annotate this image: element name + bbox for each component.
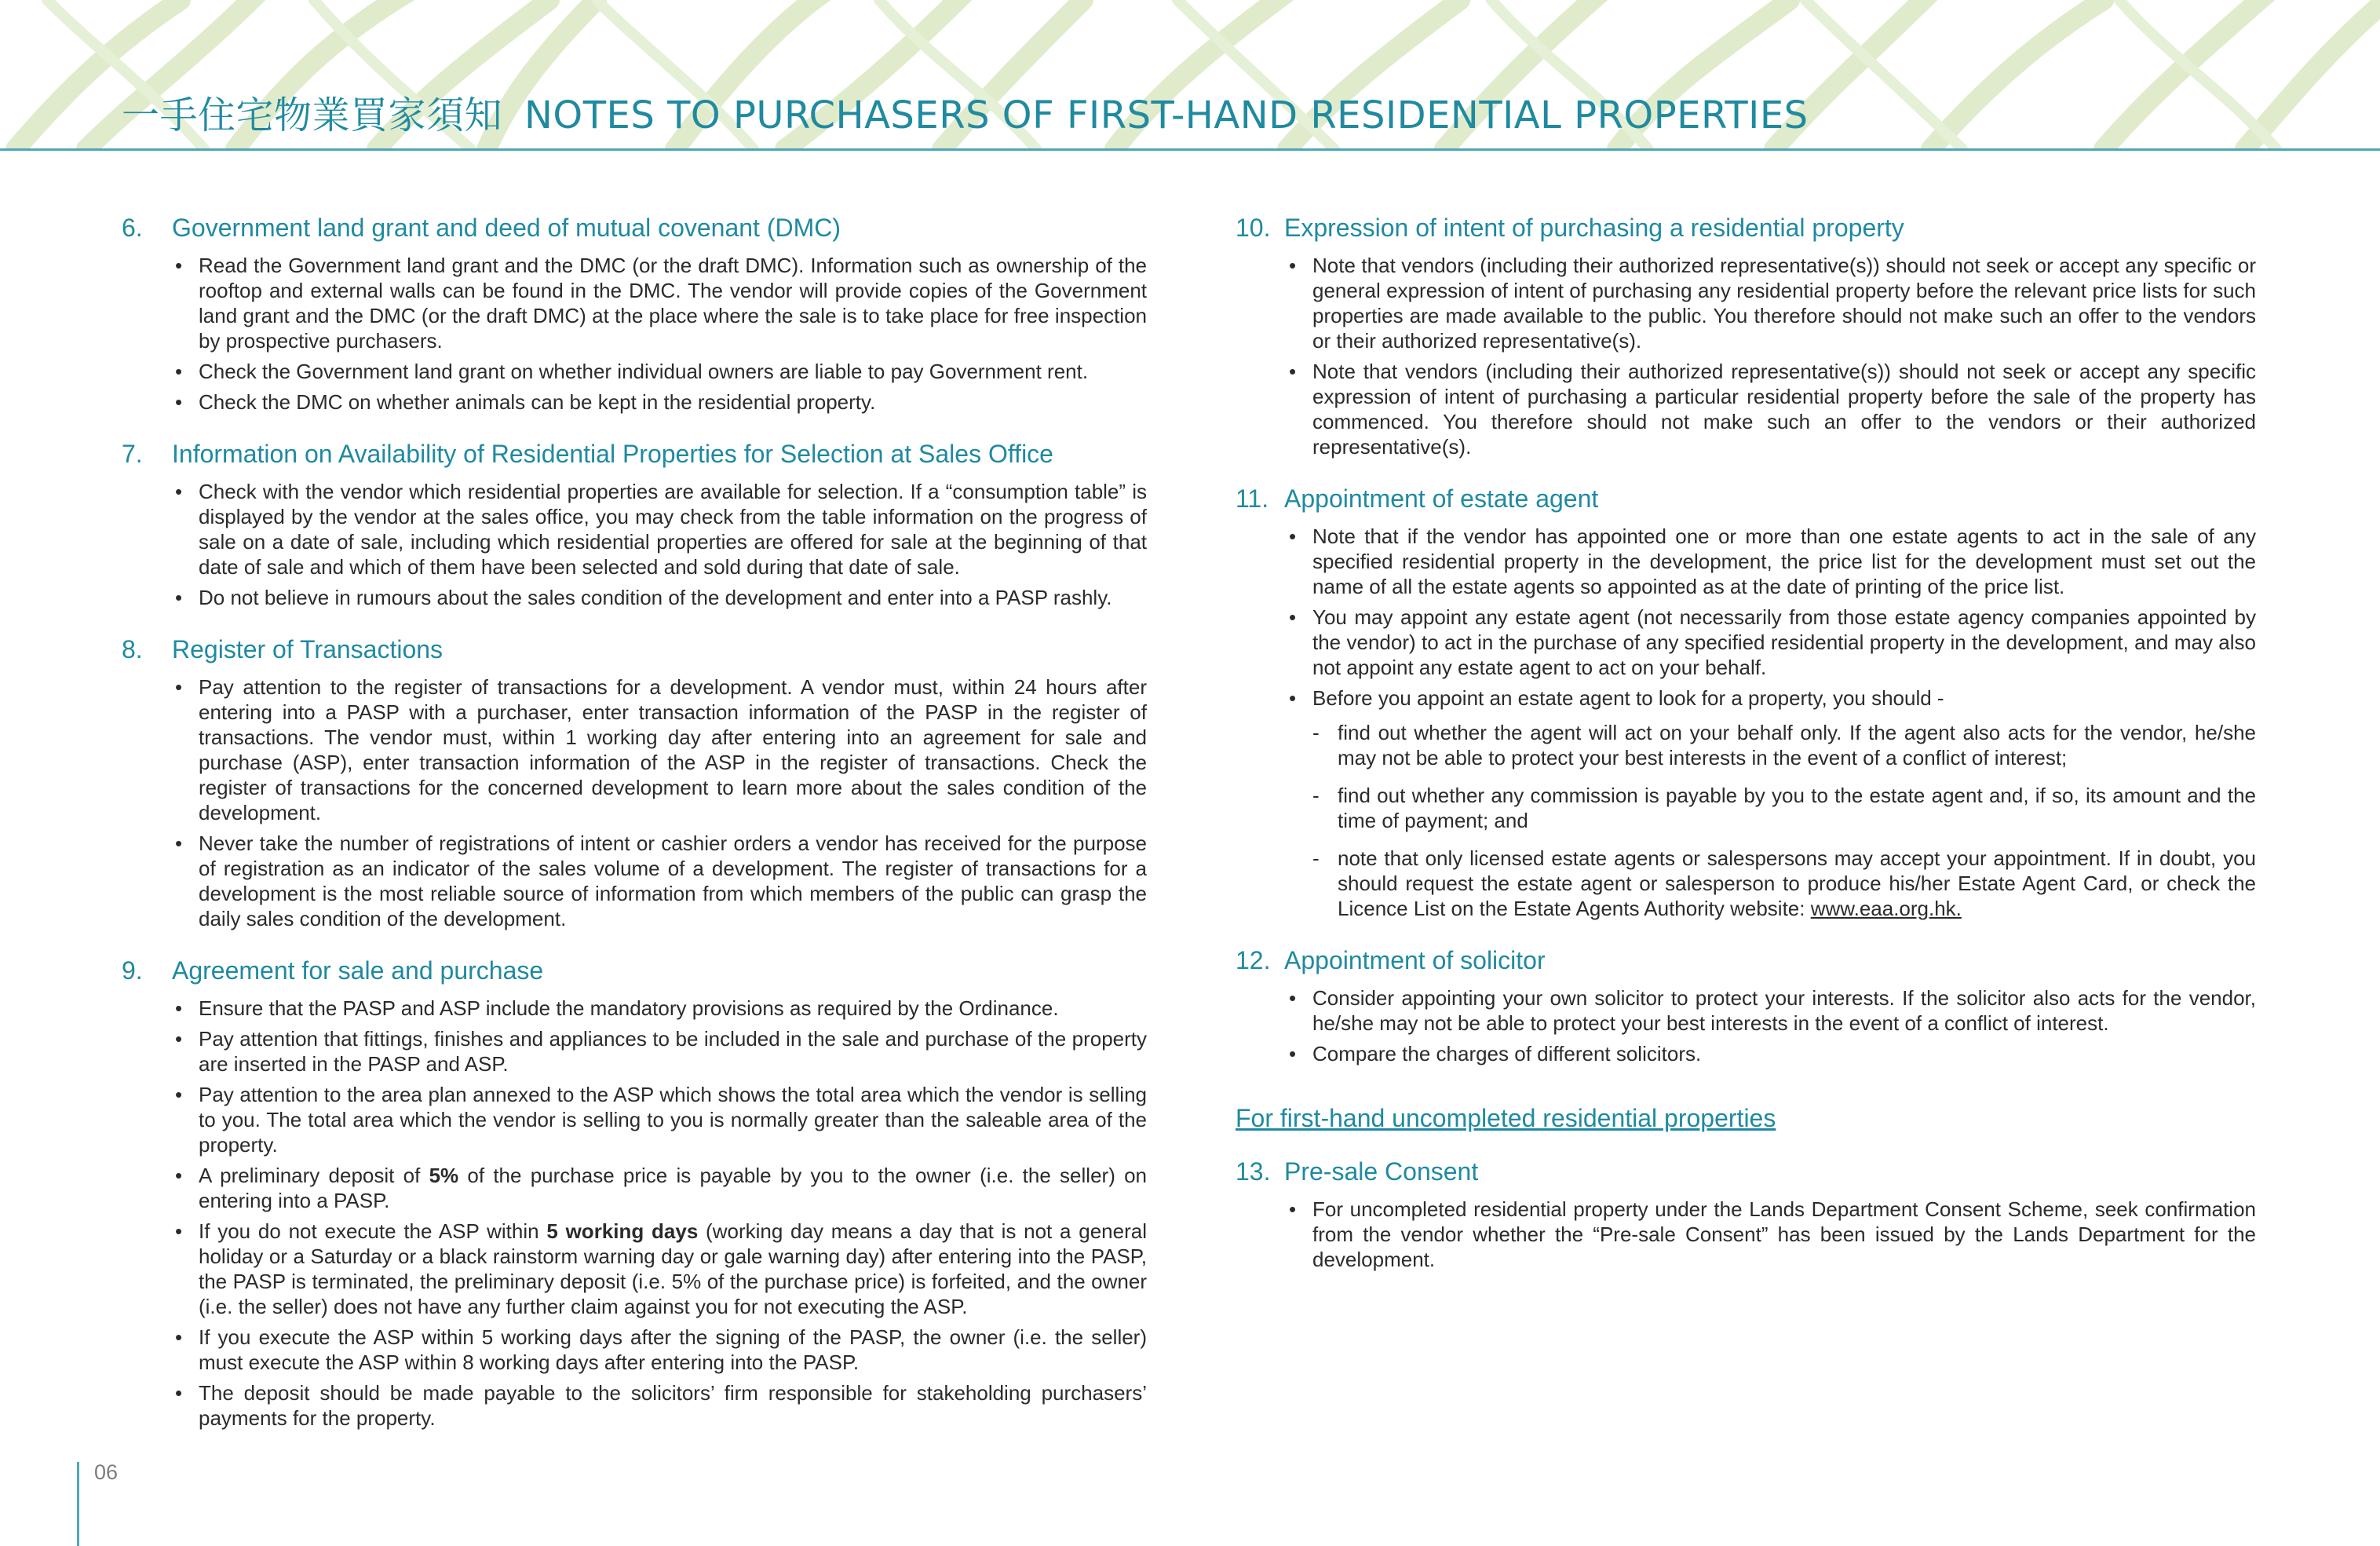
- eaa-website-link[interactable]: www.eaa.org.hk.: [1810, 897, 1962, 920]
- bullet-item: • Check the DMC on whether animals can be kept in the residential property.: [175, 389, 1147, 415]
- dash-item: [1312, 720, 2256, 770]
- page-title: [122, 85, 1809, 139]
- bullet-item: [1289, 685, 2256, 921]
- section-heading: [122, 953, 1147, 988]
- bullet-list: [122, 479, 1147, 610]
- section-number: 6.: [122, 214, 143, 242]
- section-title: Register of Transactions: [172, 635, 444, 663]
- footer-rule: [77, 1462, 79, 1546]
- text-run: of the purchase price is payable by you to the owner (i.e. the seller) on entering into a PASP.: [199, 1164, 1148, 1212]
- right-column: [1236, 210, 2256, 1294]
- text-run: note that only licensed estate agents or salespersons may accept your appointment. If in doubt, you should request the estate agent or salesperson to produce his/her Estate Agent Card, or check the Licence List on the Estate Agents Authority website:: [1338, 846, 2256, 920]
- section-number: 7.: [122, 440, 143, 468]
- dash-marker: -: [1312, 784, 1320, 807]
- section-number: 9.: [122, 956, 143, 985]
- bullet-item: • Do not believe in rumours about the sales condition of the development and enter into a PASP rashly.: [175, 585, 1147, 610]
- section-12: [1236, 943, 2256, 1066]
- section-number: 13.: [1236, 1157, 1271, 1186]
- section-number: 12.: [1236, 946, 1271, 974]
- subsection-heading: For first-hand uncompleted residential properties: [1236, 1104, 1776, 1132]
- bullet-list: [122, 674, 1147, 931]
- text-run: If you do not execute the ASP within: [199, 1219, 547, 1243]
- section-title: Agreement for sale and purchase: [172, 956, 544, 985]
- dash-marker: -: [1312, 846, 1320, 870]
- bold-text: 5 working days: [546, 1219, 699, 1243]
- section-10: [1236, 210, 2256, 459]
- section-8: [122, 632, 1147, 931]
- section-heading: [1236, 943, 2256, 978]
- section-heading: [122, 437, 1147, 471]
- bullet-item: • Note that vendors (including their authorized representative(s)) should not seek or accept any specific or general expression of intent of purchasing any residential property before the relevant price lists for such properties are made available to the public. You therefore should not make such an offer to the vendors or their authorized representative(s).: [1289, 253, 2256, 353]
- bullet-item: • Note that if the vendor has appointed one or more than one estate agents to act in the sale of any specified residential property in the development, the price list for the development must set out the name of all the estate agents so appointed as at the date of printing of the price list.: [1289, 524, 2256, 599]
- section-title: Appointment of solicitor: [1284, 946, 1546, 974]
- bullet-item: [175, 1219, 1147, 1319]
- title-english: NOTES TO PURCHASERS OF FIRST-HAND RESIDENTIAL PROPERTIES: [524, 93, 1809, 137]
- section-title: Government land grant and deed of mutual covenant (DMC): [172, 214, 841, 242]
- bullet-item: • Never take the number of registrations of intent or cashier orders a vendor has received for the purpose of registration as an indicator of the sales volume of a development. The register of transactions for a development is the most reliable source of information from which members of the public can grasp the daily sales condition of the development.: [175, 831, 1147, 931]
- bullet-item: [175, 1163, 1147, 1213]
- bullet-list: [1236, 1197, 2256, 1272]
- bullet-item: • For uncompleted residential property under the Lands Department Consent Scheme, seek confirmation from the vendor whether the “Pre-sale Consent” has been issued by the Lands Department for the development.: [1289, 1197, 2256, 1272]
- bullet-list: [1236, 524, 2256, 921]
- section-title: Information on Availability of Residential Properties for Selection at Sales Office: [172, 440, 1053, 468]
- page-number: 06: [94, 1460, 119, 1484]
- bullet-item: • If you execute the ASP within 5 working days after the signing of the PASP, the owner (i.e. the seller) must execute the ASP within 8 working days after entering into the PASP.: [175, 1325, 1147, 1375]
- section-number: 8.: [122, 635, 143, 663]
- bullet-list: [122, 996, 1147, 1431]
- bullet-item: • The deposit should be made payable to the solicitors’ firm responsible for stakeholding purchasers’ payments for the property.: [175, 1380, 1147, 1431]
- section-9: [122, 953, 1147, 1431]
- text-run: (working day means a day that is not a general holiday or a Saturday or a black rainstorm warning day or gale warning day) after entering into the PASP, the PASP is terminated, the preliminary deposit (i.e. 5% of the purchase price) is forfeited, and the owner (i.e. the seller) does not have any further claim against you for not executing the ASP.: [199, 1219, 1147, 1318]
- dash-item: [1312, 846, 2256, 921]
- text-run: find out whether the agent will act on your behalf only. If the agent also acts for the vendor, he/she may not be able to protect your best interests in the event of a conflict of interest;: [1338, 721, 2256, 769]
- section-number: 11.: [1236, 484, 1269, 513]
- bullet-item: • Check the Government land grant on whether individual owners are liable to pay Government rent.: [175, 359, 1147, 384]
- bullet-item: • Pay attention that fittings, finishes and appliances to be included in the sale and purchase of the property are inserted in the PASP and ASP.: [175, 1026, 1147, 1076]
- text-run: Before you appoint an estate agent to look for a property, you should -: [1312, 686, 1944, 710]
- bullet-item: • Consider appointing your own solicitor to protect your interests. If the solicitor also acts for the vendor, he/she may not be able to protect your best interests in the event of a conflict of interest.: [1289, 985, 2256, 1036]
- bullet-list: [1236, 985, 2256, 1066]
- section-heading: [1236, 481, 2256, 516]
- bullet-item: • Pay attention to the register of transactions for a development. A vendor must, within 24 hours after entering into a PASP with a purchaser, enter transaction information of the PASP in the register of transactions. The vendor must, within 1 working day after entering into an agreement for sale and purchase (ASP), enter transaction information of the ASP in the register of transactions. Check the register of transactions for the concerned development to learn more about the sales condition of the development.: [175, 674, 1147, 825]
- section-title: Pre-sale Consent: [1284, 1157, 1479, 1186]
- section-title: Appointment of estate agent: [1284, 484, 1599, 513]
- bullet-item: • Read the Government land grant and the DMC (or the draft DMC). Information such as ownership of the rooftop and external walls can be found in the DMC. The vendor will provide copies of the Government land grant and the DMC (or the draft DMC) at the place where the sale is to take place for free inspection by prospective purchasers.: [175, 253, 1147, 353]
- section-6: [122, 210, 1147, 415]
- bullet-item: • Note that vendors (including their authorized representative(s)) should not seek or accept any specific expression of intent of purchasing a particular residential property before the sale of the property has commenced. You therefore should not make such an offer to the vendors or their authorized representative(s).: [1289, 359, 2256, 459]
- section-heading: [122, 632, 1147, 667]
- text-run: find out whether any commission is payable by you to the estate agent and, if so, its amount and the time of payment; and: [1338, 784, 2256, 832]
- section-11: [1236, 481, 2256, 921]
- section-7: [122, 437, 1147, 610]
- bullet-item: • You may appoint any estate agent (not necessarily from those estate agency companies appointed by the vendor) to act in the purchase of any specified residential property in the development, and may also not appoint any estate agent to act on your behalf.: [1289, 605, 2256, 680]
- dash-item: [1312, 783, 2256, 833]
- bullet-item: • Pay attention to the area plan annexed to the ASP which shows the total area which the vendor is selling to you. The total area which the vendor is selling to you is normally greater than the saleable area of the property.: [175, 1082, 1147, 1157]
- text-run: A preliminary deposit of: [199, 1164, 429, 1187]
- section-heading: [122, 210, 1147, 245]
- dash-list: [1312, 720, 2256, 921]
- section-heading: [1236, 1154, 2256, 1189]
- bold-text: 5%: [429, 1164, 459, 1187]
- bullet-item: • Compare the charges of different solicitors.: [1289, 1041, 2256, 1066]
- bullet-item: • Check with the vendor which residential properties are available for selection. If a “consumption table” is displayed by the vendor at the sales office, you may check from the table information on the progress of sale on a date of sale, including which residential properties are offered for sale at the beginning of that date of sale and which of them have been selected and sold during that date of sale.: [175, 479, 1147, 579]
- bullet-list: [122, 253, 1147, 415]
- left-column: [122, 210, 1147, 1453]
- section-13: [1236, 1154, 2256, 1272]
- header-divider: [0, 148, 2380, 151]
- section-heading: [1236, 210, 2256, 245]
- section-number: 10.: [1236, 214, 1271, 242]
- bullet-item: • Ensure that the PASP and ASP include the mandatory provisions as required by the Ordinance.: [175, 996, 1147, 1021]
- bullet-list: [1236, 253, 2256, 459]
- dash-marker: -: [1312, 721, 1320, 744]
- title-chinese: 一手住宅物業買家須知: [122, 93, 503, 137]
- section-title: Expression of intent of purchasing a residential property: [1284, 214, 1904, 242]
